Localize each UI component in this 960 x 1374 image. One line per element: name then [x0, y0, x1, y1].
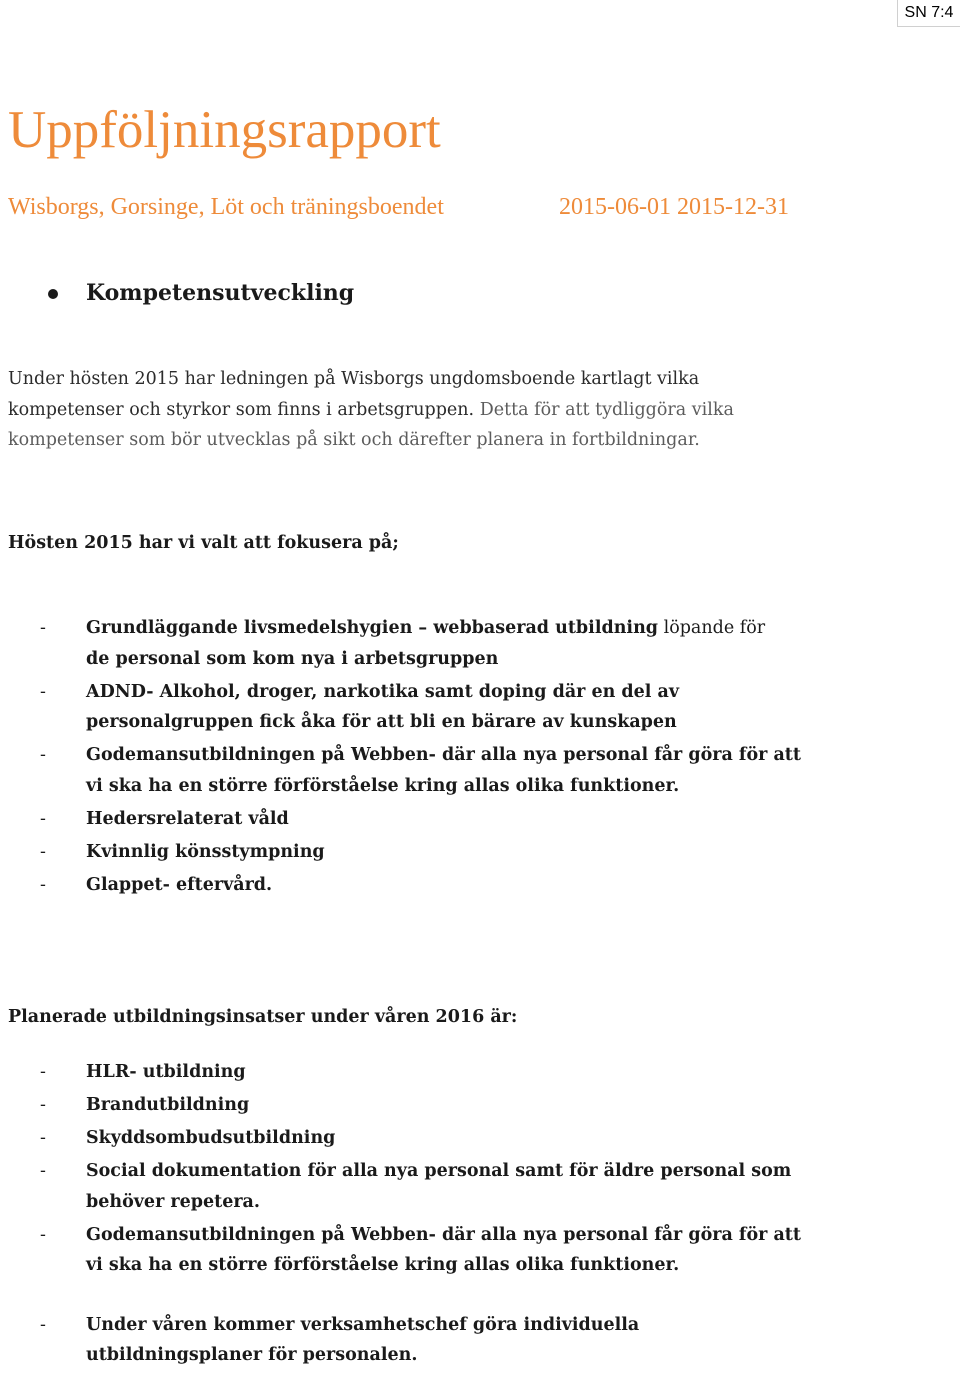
dash-marker: - [40, 1095, 46, 1115]
list-item [0, 1310, 930, 1371]
dash-marker: - [40, 1128, 46, 1148]
section-heading [40, 277, 740, 309]
list-item-text: Glappet- eftervård. [86, 874, 273, 895]
list-item-text: Godemansutbildningen på [86, 1224, 345, 1245]
list-item-text: Grundläggande livsmedelshygien – webbaserad utbildning [86, 618, 659, 638]
focus-lead: Hösten 2015 har vi valt att fokusera på; [8, 533, 399, 553]
list-item [0, 1123, 930, 1154]
list-item [0, 804, 930, 835]
list-item-text: Godemansutbildningen på [86, 745, 345, 765]
list-item-text: Kvinnlig könsstympning [86, 841, 325, 862]
intro-paragraph [8, 364, 938, 456]
dash-marker: - [40, 1314, 46, 1335]
list-item-text: vi ska ha en större förförståelse kring allas olika funktioner. [86, 775, 680, 796]
list-item-text: Webben- där alla nya personal får göra för att [344, 1224, 801, 1245]
report-subtitle [8, 192, 958, 222]
list-item-text: vi ska ha en större förförståelse kring allas olika funktioner. [86, 1255, 680, 1275]
list-item-text: Hedersrelaterat våld [86, 808, 289, 829]
planned-list [0, 1057, 930, 1373]
intro-line: kompetenser som bör utvecklas på sikt och därefter planera in fortbildningar. [8, 430, 700, 450]
dash-marker: - [40, 1161, 46, 1181]
list-item [0, 740, 930, 801]
dash-marker: - [40, 681, 46, 702]
focus-list [0, 613, 930, 903]
bullet-icon [48, 289, 58, 299]
list-item-text: Social dokumentation för alla nya personal samt för äldre personal som [86, 1161, 792, 1181]
list-item [0, 1090, 930, 1121]
list-item [0, 837, 930, 868]
list-item-text: behöver repetera. [86, 1191, 260, 1212]
intro-line: kompetenser och styrkor som finns i arbetsgruppen. [8, 399, 475, 420]
dash-marker: - [40, 841, 46, 862]
list-item [0, 870, 930, 901]
list-item [0, 1057, 930, 1088]
page-number: SN 7:4 [897, 0, 960, 27]
list-item [0, 613, 930, 674]
list-item-text: löpande för [658, 618, 766, 638]
list-item-text: Webben- där alla nya personal får göra för att [344, 745, 801, 765]
dash-marker: - [40, 618, 46, 638]
list-item-text: ADND- Alkohol, droger, narkotika samt doping där en del av [86, 681, 680, 702]
list-item-text: Brandutbildning [86, 1095, 250, 1115]
list-item-text: HLR- utbildning [86, 1062, 246, 1082]
subtitle-units: Wisborgs, Gorsinge, Löt och träningsboendet [8, 194, 444, 220]
intro-line: Under hösten 2015 har ledningen på Wisborgs ungdomsboende kartlagt vilka [8, 369, 700, 389]
list-item-text: utbildningsplaner för personalen. [86, 1345, 418, 1365]
list-item [0, 1220, 930, 1281]
dash-marker: - [40, 745, 46, 765]
list-item-text: Under våren kommer verksamhetschef göra individuella [86, 1314, 640, 1335]
dash-marker: - [40, 808, 46, 829]
dash-marker: - [40, 874, 46, 895]
dash-marker: - [40, 1062, 46, 1082]
list-item [0, 677, 930, 738]
subtitle-dates: 2015-06-01 2015-12-31 [559, 194, 789, 220]
section-heading-text: Kompetensutveckling [86, 280, 355, 306]
report-title: Uppföljningsrapport [8, 101, 441, 159]
dash-marker: - [40, 1224, 46, 1245]
list-item-text: de personal som kom nya i arbetsgruppen [86, 648, 499, 669]
intro-line: Detta för att tydliggöra vilka [474, 399, 734, 420]
list-item-text: personalgruppen fick åka för att bli en bärare av kunskapen [86, 712, 677, 732]
list-item [0, 1156, 930, 1217]
list-item-text: Skyddsombudsutbildning [86, 1128, 336, 1148]
planned-lead: Planerade utbildningsinsatser under våren 2016 är: [8, 1007, 518, 1027]
